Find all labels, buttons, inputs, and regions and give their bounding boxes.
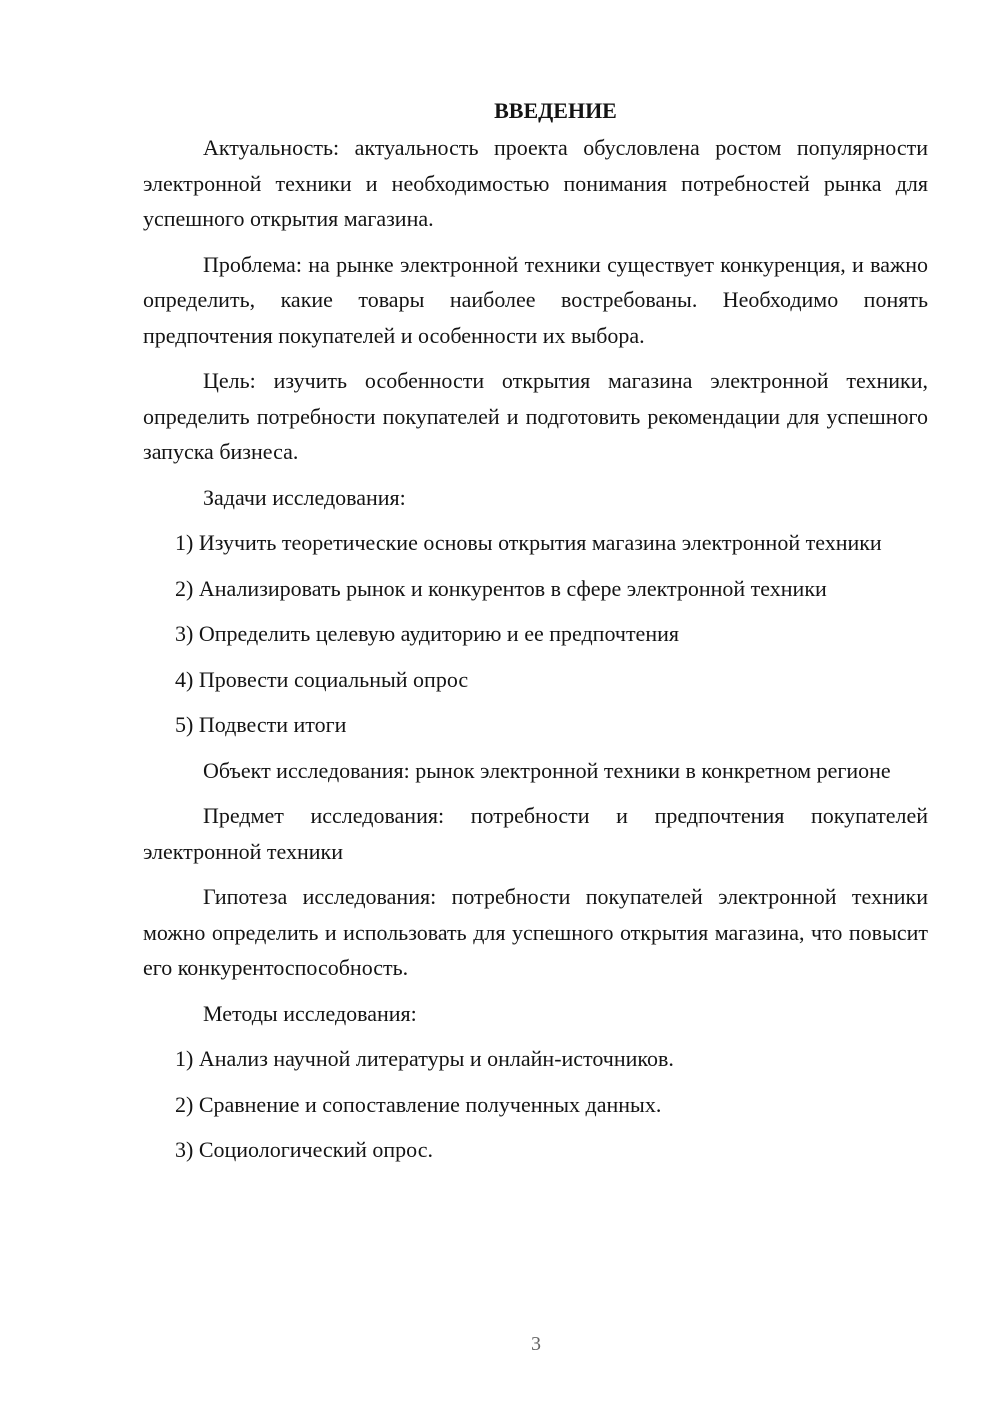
paragraph-relevance: Актуальность: актуальность проекта обусловлена ростом популярности электронной техники и необходимостью понимания потребностей рынка для успешного открытия магазина. xyxy=(143,135,928,231)
method-item-3: 3) Социологический опрос. xyxy=(175,1137,433,1162)
paragraph-subject: Предмет исследования: потребности и предпочтения покупателей электронной техники xyxy=(143,803,928,864)
paragraph-goal: Цель: изучить особенности открытия магазина электронной техники, определить потребности покупателей и подготовить рекомендации для успешного запуска бизнеса. xyxy=(143,368,928,464)
method-item-1: 1) Анализ научной литературы и онлайн-источников. xyxy=(175,1046,674,1071)
paragraph-problem: Проблема: на рынке электронной техники существует конкуренция, и важно определить, какие товары наиболее востребованы. Необходимо понять предпочтения покупателей и особенности их выбора. xyxy=(143,251,928,348)
methods-heading: Методы исследования: xyxy=(203,1000,417,1026)
page-title: ВВЕДЕНИЕ xyxy=(494,98,617,123)
method-item-2: 2) Сравнение и сопоставление полученных данных. xyxy=(175,1091,662,1117)
page-number: 3 xyxy=(531,1333,541,1355)
task-item-3: 3) Определить целевую аудиторию и ее предпочтения xyxy=(175,621,679,646)
task-item-4: 4) Провести социальный опрос xyxy=(175,666,469,692)
document-body xyxy=(143,92,928,1178)
task-item-1: 1) Изучить теоретические основы открытия магазина электронной техники xyxy=(175,530,882,555)
task-item-5: 5) Подвести итоги xyxy=(175,712,347,737)
tasks-heading: Задачи исследования: xyxy=(203,484,406,510)
paragraph-object: Объект исследования: рынок электронной техники в конкретном регионе xyxy=(203,757,891,783)
paragraph-hypothesis: Гипотеза исследования: потребности покупателей электронной техники можно определить и использовать для успешного открытия магазина, что повысит его конкурентоспособность. xyxy=(143,884,928,980)
task-item-2: 2) Анализировать рынок и конкурентов в сфере электронной техники xyxy=(175,575,827,601)
